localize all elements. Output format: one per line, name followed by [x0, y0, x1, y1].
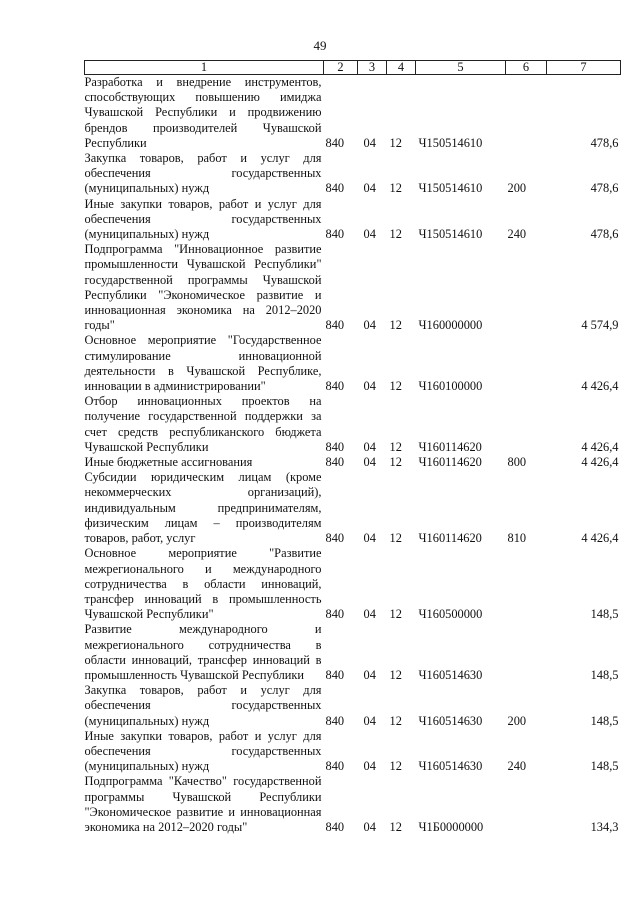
row-section: 04	[363, 439, 376, 454]
row-gr-code: 840	[325, 455, 345, 470]
row-gr-code: 840	[325, 227, 345, 242]
column-header-4: 4	[387, 61, 416, 75]
row-amount: 478,6	[590, 227, 619, 242]
table-row	[85, 151, 621, 197]
row-amount: 478,6	[590, 135, 619, 150]
row-name: Иные бюджетные ассигнования	[84, 455, 253, 470]
row-section: 04	[363, 819, 376, 834]
row-section: 04	[363, 379, 376, 394]
row-gr-code: 840	[325, 379, 345, 394]
row-gr-code: 840	[325, 819, 345, 834]
budget-table	[84, 60, 621, 835]
row-target-article: Ч1Б0000000	[418, 819, 484, 834]
row-subsection: 12	[389, 531, 402, 546]
table-header	[85, 61, 621, 75]
row-gr-code: 840	[325, 713, 345, 728]
row-amount: 148,5	[590, 713, 619, 728]
row-subsection: 12	[389, 667, 402, 682]
table-row	[85, 729, 621, 775]
row-target-article: Ч160114620	[418, 531, 482, 546]
row-name: Развитие международного и межрегионального сотрудничества в области инноваций, трансфер инноваций в промышленность Чувашской Республики	[84, 622, 322, 682]
row-target-article: Ч150514610	[418, 227, 483, 242]
row-expense-type	[506, 622, 547, 683]
row-section: 04	[363, 318, 376, 333]
table-row	[85, 622, 621, 683]
row-amount: 4 426,4	[581, 531, 619, 546]
row-amount: 148,5	[590, 607, 619, 622]
row-subsection: 12	[389, 455, 402, 470]
row-expense-type: 240	[507, 759, 527, 774]
row-subsection: 12	[389, 318, 402, 333]
row-section: 04	[363, 667, 376, 682]
row-section: 04	[363, 455, 376, 470]
row-name: Закупка товаров, работ и услуг для обеспечения государственных (муниципальных) нужд	[84, 151, 322, 196]
row-name: Основное мероприятие "Государственное стимулирование инновационной деятельности в Чувашской Республике, инновации в администрировании"	[84, 333, 322, 394]
row-expense-type	[506, 75, 547, 152]
row-target-article: Ч160100000	[418, 379, 483, 394]
row-section: 04	[363, 135, 376, 150]
row-expense-type: 240	[507, 227, 527, 242]
row-section: 04	[363, 713, 376, 728]
table-row	[85, 455, 621, 470]
row-expense-type: 200	[507, 713, 527, 728]
row-subsection: 12	[389, 607, 402, 622]
row-amount: 4 426,4	[581, 439, 619, 454]
row-gr-code: 840	[325, 135, 345, 150]
row-name: Основное мероприятие "Развитие межрегионального и международного сотрудничества в области инноваций, трансфер инноваций в промышленность Чувашской Республики"	[84, 546, 322, 622]
table-body	[85, 75, 621, 836]
row-gr-code: 840	[325, 607, 345, 622]
row-section: 04	[363, 531, 376, 546]
column-header-5: 5	[416, 61, 506, 75]
row-name: Иные закупки товаров, работ и услуг для обеспечения государственных (муниципальных) нужд	[84, 728, 322, 774]
row-amount: 134,3	[590, 819, 619, 834]
row-subsection: 12	[389, 227, 402, 242]
row-amount: 148,5	[590, 759, 619, 774]
row-section: 04	[363, 759, 376, 774]
table-row	[85, 333, 621, 394]
row-name: Подпрограмма "Инновационное развитие промышленности Чувашской Республики" государственной программы Чувашской Республики "Экономическое развитие и инновационная экономика на 2012–2020 годы"	[84, 242, 322, 333]
row-section: 04	[363, 227, 376, 242]
column-header-6: 6	[506, 61, 547, 75]
row-section: 04	[363, 181, 376, 196]
row-subsection: 12	[389, 713, 402, 728]
table-row	[85, 394, 621, 455]
row-name: Субсидии юридическим лицам (кроме некоммерческих организаций), индивидуальным предпринимателям, физическим лицам – производителям товаров, работ, услуг	[84, 470, 322, 546]
row-subsection: 12	[389, 181, 402, 196]
row-expense-type: 200	[507, 181, 527, 196]
table-row	[85, 242, 621, 333]
table-row	[85, 75, 621, 152]
row-gr-code: 840	[325, 667, 345, 682]
row-gr-code: 840	[325, 439, 345, 454]
row-gr-code: 840	[325, 318, 345, 333]
row-target-article: Ч160514630	[418, 759, 483, 774]
row-target-article: Ч160114620	[418, 439, 482, 454]
row-expense-type	[506, 546, 547, 622]
column-header-3: 3	[358, 61, 387, 75]
row-expense-type: 810	[507, 531, 527, 546]
row-name: Иные закупки товаров, работ и услуг для обеспечения государственных (муниципальных) нужд	[84, 196, 322, 242]
row-gr-code: 840	[325, 759, 345, 774]
page-number: 49	[313, 38, 327, 53]
row-gr-code: 840	[325, 531, 345, 546]
row-target-article: Ч150514610	[418, 181, 483, 196]
table-row	[85, 197, 621, 243]
row-amount: 4 426,4	[581, 379, 619, 394]
table-row	[85, 546, 621, 622]
row-name: Подпрограмма "Качество" государственной программы Чувашской Республики "Экономическое развитие и инновационная экономика на 2012–2020 годы"	[84, 774, 322, 834]
row-expense-type: 800	[507, 455, 527, 470]
row-subsection: 12	[389, 439, 402, 454]
row-gr-code: 840	[325, 181, 345, 196]
column-header-7: 7	[547, 61, 621, 75]
table-row	[85, 683, 621, 729]
row-section: 04	[363, 607, 376, 622]
column-header-2: 2	[324, 61, 358, 75]
row-expense-type	[506, 394, 547, 455]
row-target-article: Ч150514610	[418, 135, 483, 150]
row-target-article: Ч160500000	[418, 607, 483, 622]
row-amount: 148,5	[590, 667, 619, 682]
row-subsection: 12	[389, 819, 402, 834]
row-subsection: 12	[389, 135, 402, 150]
row-amount: 4 426,4	[581, 455, 619, 470]
column-header-1: 1	[85, 61, 324, 75]
row-name: Отбор инновационных проектов на получение государственной поддержки за счет средств республиканского бюджета Чувашской Республики	[84, 394, 322, 454]
row-target-article: Ч160514630	[418, 713, 483, 728]
row-name: Разработка и внедрение инструментов, способствующих повышению имиджа Чувашской Республики и продвижению брендов производителей Чувашской Республики	[84, 75, 322, 150]
header-row	[85, 61, 621, 75]
table-row	[85, 774, 621, 835]
row-expense-type	[506, 242, 547, 333]
row-subsection: 12	[389, 759, 402, 774]
row-target-article: Ч160514630	[418, 667, 483, 682]
row-expense-type	[506, 774, 547, 835]
row-subsection: 12	[389, 379, 402, 394]
table-row	[85, 470, 621, 546]
row-name: Закупка товаров, работ и услуг для обеспечения государственных (муниципальных) нужд	[84, 683, 322, 728]
row-target-article: Ч160000000	[418, 318, 483, 333]
row-amount: 478,6	[590, 181, 619, 196]
row-target-article: Ч160114620	[418, 455, 482, 470]
row-amount: 4 574,9	[581, 318, 619, 333]
row-expense-type	[506, 333, 547, 394]
